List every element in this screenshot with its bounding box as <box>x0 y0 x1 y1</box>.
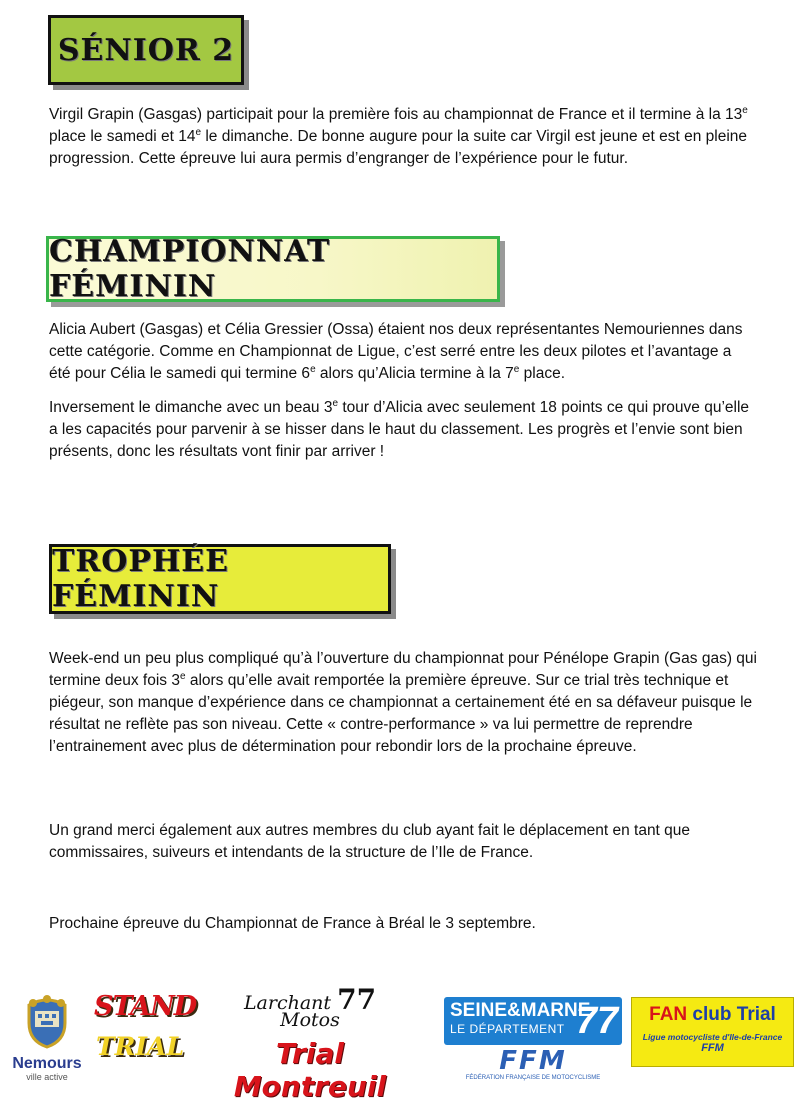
sponsor-logos <box>0 983 800 1103</box>
seine-et-marne-banner <box>444 997 622 1045</box>
trial-montreuil-text: Trial Montreuil <box>233 1037 387 1103</box>
logo-larchant-motos <box>205 983 415 1103</box>
seine-et-marne-number: 77 <box>575 1000 618 1042</box>
paragraph-feminin-2: Inversement le dimanche avec un beau 3e tour d’Alicia avec seulement 18 points ce qui prouve qu’elle a les capacités pour parvenir à se hisser dans le haut du classement. Les progrès et l’envie sont bien présents, donc les résultats vont finir par arriver ! <box>49 397 750 460</box>
nemours-name: Nemours <box>12 1055 82 1072</box>
paragraph-next-event: Prochaine épreuve du Championnat de France à Bréal le 3 septembre. <box>49 915 536 932</box>
stand-trial-line1: STAND <box>94 991 197 1022</box>
logo-nemours <box>5 993 89 1081</box>
fan-club-title: FAN club Trial <box>649 1004 776 1025</box>
nemours-tagline: ville active <box>26 1072 68 1082</box>
paragraph-trophee: Week-end un peu plus compliqué qu’à l’ouverture du championnat pour Pénélope Grapin (Gas gas) qui termine deux fois 3e alors qu’elle avait remportée la première épreuve. Sur ce trial très technique et piégeur, son manque d’expérience dans ce championnat a certainement été en sa défaveur puisque le résultat ne reflète pas son niveau. Cette « contre-performance » va lui permettre de reprendre l’entrainement avec plus de détermination pour rebondir lors de la prochaine épreuve. <box>49 650 757 755</box>
fan-club-ffm: FFM <box>701 1042 724 1054</box>
paragraph-feminin-1: Alicia Aubert (Gasgas) et Célia Gressier (Ossa) étaient nos deux représentantes Nemouriennes dans cette catégorie. Comme en Championnat de Ligue, c’est serré entre les deux pilotes et l’avantage a été pour Célia le samedi qui termine 6e alors qu’Alicia termine à la 7e place. <box>49 321 743 382</box>
ffm-subtitle: FÉDÉRATION FRANÇAISE DE MOTOCYCLISME <box>465 1075 601 1081</box>
heading-trophee-feminin-text: TROPHÉE FÉMININ <box>52 544 230 614</box>
heading-trophee-feminin <box>49 544 391 614</box>
ffm-logo-text: FFM <box>499 1046 567 1076</box>
logo-stand-trial <box>94 991 197 1081</box>
logo-seine-et-marne <box>444 997 622 1083</box>
seine-et-marne-subtitle: LE DÉPARTEMENT <box>450 1022 565 1036</box>
heading-championnat-feminin <box>46 236 500 302</box>
paragraph-thanks: Un grand merci également aux autres membres du club ayant fait le déplacement en tant que commissaires, suiveurs et intendants de la structure de l’Ile de France. <box>49 822 691 861</box>
fan-club-subtitle: Ligue motocycliste d'Ile-de-France <box>642 1032 783 1042</box>
larchant-text: Larchant 77 Motos <box>243 983 377 1031</box>
logo-fan-club-trial <box>631 997 794 1067</box>
stand-trial-line2: TRIAL <box>95 1032 185 1061</box>
heading-senior-2-text: SÉNIOR 2 <box>57 32 235 68</box>
seine-et-marne-title: SEINE&MARNE <box>450 1000 591 1021</box>
heading-championnat-feminin-text: CHAMPIONNAT FÉMININ <box>49 234 331 304</box>
nemours-crest-icon <box>19 993 75 1049</box>
heading-senior-2 <box>48 15 244 85</box>
paragraph-senior-2: Virgil Grapin (Gasgas) participait pour la première fois au championnat de France et il termine à la 13e place le samedi et 14e le dimanche. De bonne augure pour la suite car Virgil est jeune et est en pleine progression. Cette épreuve lui aura permis d’engranger de l’expérience pour le futur. <box>49 104 748 167</box>
